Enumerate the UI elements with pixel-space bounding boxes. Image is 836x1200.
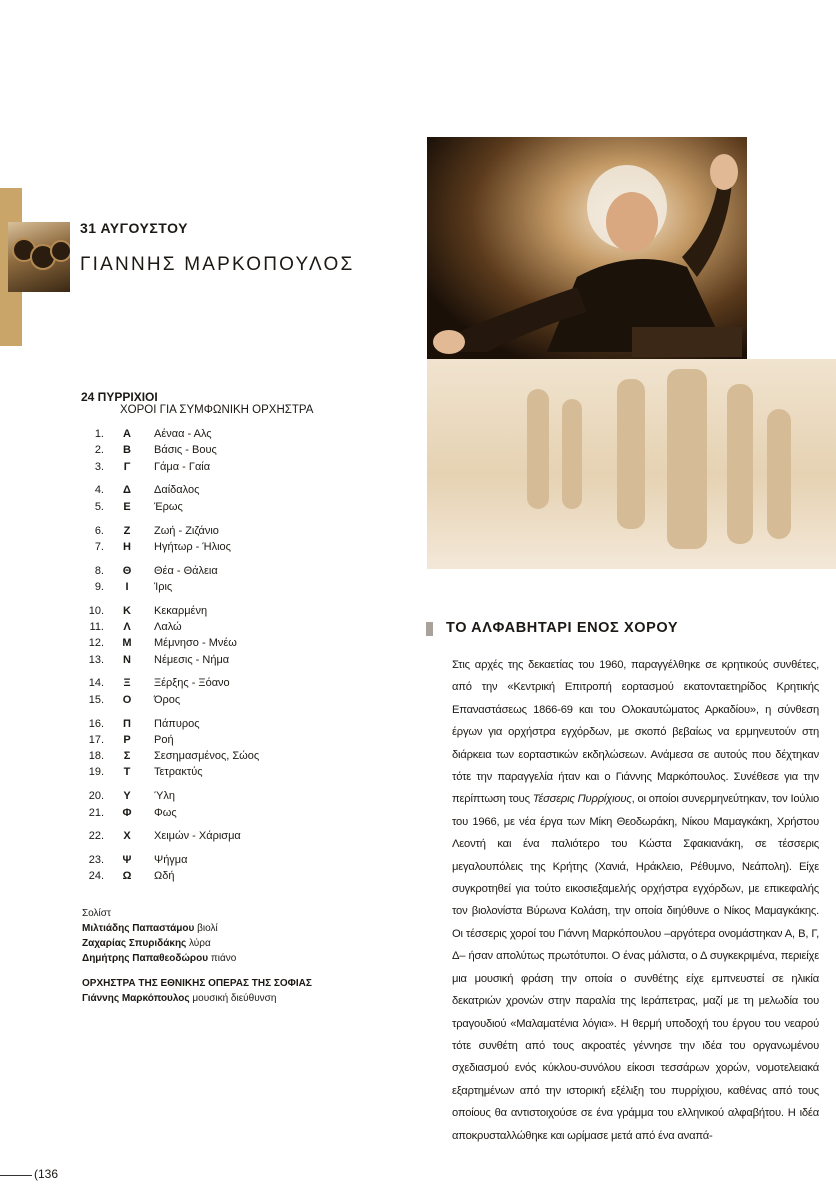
dance-item xyxy=(80,694,380,710)
dance-item xyxy=(80,565,380,581)
dance-name: Ζωή - Ζιζάνιο xyxy=(154,524,219,537)
dance-name: Ηγήτωρ - Ήλιος xyxy=(154,540,231,553)
dance-number: 17. xyxy=(88,733,104,746)
dance-name: Ύλη xyxy=(154,790,176,803)
dance-number: 18. xyxy=(88,750,104,763)
conductor-photo xyxy=(427,137,747,359)
soloist-name: Μιλτιάδης Παπαστάμου xyxy=(82,923,195,934)
conductor-name: Γιάννης Μαρκόπουλος xyxy=(82,993,190,1004)
dance-letter: Μ xyxy=(122,637,132,650)
dance-name: Βάσις - Βους xyxy=(154,444,217,457)
composer-name: ΓΙΑΝΝΗΣ ΜΑΡΚΟΠΟΥΛΟΣ xyxy=(80,254,355,275)
dance-item xyxy=(80,484,380,500)
dance-letter: Ρ xyxy=(123,733,131,746)
conductor-silhouette xyxy=(427,137,747,359)
dance-number: 12. xyxy=(88,637,104,650)
page-number: (136 xyxy=(34,1167,59,1181)
soloist-instrument: πιάνο xyxy=(210,953,237,964)
dance-name: Όρος xyxy=(154,693,181,706)
dance-letter: Γ xyxy=(123,460,131,473)
dance-number: 13. xyxy=(88,653,104,666)
dance-item xyxy=(80,461,380,477)
dance-name: Δαίδαλος xyxy=(154,484,200,497)
dance-number: 21. xyxy=(88,806,104,819)
orchestra-name: ΟΡΧΗΣΤΡΑ ΤΗΣ ΕΘΝΙΚΗΣ ΟΠΕΡΑΣ ΤΗΣ ΣΟΦΙΑΣ xyxy=(82,978,312,989)
dance-name: Νέμεσις - Νήμα xyxy=(154,653,230,666)
dance-item xyxy=(80,807,380,823)
dance-letter: Ε xyxy=(123,500,131,513)
dance-name: Ξέρξης - Ξόανο xyxy=(154,677,230,690)
dance-item xyxy=(80,677,380,693)
dance-name: Κεκαρμένη xyxy=(154,604,208,617)
dance-letter: Ψ xyxy=(122,854,132,867)
dance-letter: Λ xyxy=(123,621,131,633)
dance-name: Φως xyxy=(154,806,177,819)
dance-item xyxy=(80,654,380,670)
dance-item xyxy=(80,718,380,734)
dance-name: Χειμών - Χάρισμα xyxy=(154,830,241,843)
dance-number: 2. xyxy=(94,444,104,457)
soloist-row xyxy=(82,921,312,936)
dancers-photo xyxy=(427,359,836,569)
dance-name: Θέα - Θάλεια xyxy=(154,564,218,577)
dance-item xyxy=(80,501,380,517)
dance-name: Λαλώ xyxy=(154,621,182,633)
dance-name: Γάμα - Γαία xyxy=(154,460,211,473)
dance-number: 11. xyxy=(89,621,104,633)
dance-letter: Σ xyxy=(123,750,131,763)
dance-item xyxy=(80,525,380,541)
dance-item xyxy=(80,581,380,597)
article-body: Στις αρχές της δεκαετίας του 1960, παραγγέλθηκε σε κρητικούς συνθέτες, από την «Κεντρική Επιτροπή εορτασμού εκατονταετηρίδος Κρητικής Επαναστάσεως 1866-69 και του Ολοκαυτώματος Αρκαδίου», η σύνθεση έργων για ορχήστρα εγχόρδων, με σκοπό βεβαίως να ερμηνευτούν στη διάρκεια των εορταστικών εκδηλώσεων. Ανάμεσα σε αυτούς που δέχτηκαν τότε την παραγγελία ήταν και ο Γιάννης Μαρκόπουλος. Συνέθεσε για την περίπτωση τους Τέσσερις Πυρρίχιους, οι οποίοι συνερμηνεύτηκαν, τον Ιούλιο του 1966, με νέα έργα των Μίκη Θεοδωράκη, Νίκου Μαμαγκάκη, Χρήστου Λεοντή και ένα παλιότερο του Κώστα Σφακιανάκη, σε τέσσερις μεγαλουπόλεις της Κρήτης (Χανιά, Ηράκλειο, Ρέθυμνο, Νεάπολη). Είχε συγκροτηθεί για τούτο εικοσιεξαμελής ορχήστρα εγχόρδων, με επικεφαλής τον βιολονίστα Βύρωνα Κολάση, την οποία διηύθυνε ο Νίκος Μαμαγκάκης. Οι τέσσερις χοροί του Γιάννη Μαρκόπουλου –αργότερα ονομάστηκαν Α, Β, Γ, Δ– ήσαν απολύτως πρωτότυποι. Ο ένας μάλιστα, ο Δ συγκεκριμένα, περιείχε μια μουσική φράση την οποία ο συνθέτης είχε εμπνευστεί σε ηλικία δεκατριών χρονών στην παραλία της Ιεράπετρας, μαζί με τη μελωδία του τραγουδιού «Μαλαματένια λόγια». Η θερμή υποδοχή του έργου του νεαρού τότε συνθέτη από τους ακροατές γέννησε την ιδέα του οργανωμένου σχεδιασμού ενός κύκλου-συνόλου είκοσι τεσσάρων χορών, νομοτελειακά εξαρτημένων από την ιστορική εξέλιξη του πυρρίχιου, καθένας από τους οποίους θα αντιστοιχούσε σε ένα γράμμα του ελληνικού αλφαβήτου. Η ιδέα αποκρυσταλλώθηκε και ωρίμασε μετά από ένα αναπά- xyxy=(452,659,819,1142)
dance-name: Ωδή xyxy=(154,870,175,883)
dance-letter: Τ xyxy=(123,766,131,779)
dance-letter: Η xyxy=(123,540,131,553)
dance-letter: Ω xyxy=(122,870,132,883)
dance-letter: Ι xyxy=(125,580,129,593)
dance-item xyxy=(80,750,380,766)
dance-name: Μέμνησο - Μνέω xyxy=(154,637,237,650)
heading-marker xyxy=(426,622,433,636)
dance-number: 15. xyxy=(88,693,104,706)
dance-item xyxy=(80,854,380,870)
dance-name: Ροή xyxy=(154,733,174,746)
dance-name: Ψήγμα xyxy=(154,854,188,867)
soloists-label: Σολίστ xyxy=(82,908,111,919)
soloist-name: Δημήτρης Παπαθεοδώρου xyxy=(82,953,209,964)
dance-number: 5. xyxy=(94,500,104,513)
dance-number: 24. xyxy=(88,870,104,883)
dance-name: Ίρις xyxy=(154,580,173,593)
dance-item xyxy=(80,621,380,637)
concert-date: 31 ΑΥΓΟΥΣΤΟΥ xyxy=(80,220,188,236)
article-heading: ΤΟ ΑΛΦΑΒΗΤΑΡΙ ΕΝΟΣ ΧΟΡΟΥ xyxy=(446,620,679,636)
work-title: 24 ΠΥΡΡΙΧΙΟΙ xyxy=(81,390,158,404)
dance-letter: Δ xyxy=(123,484,131,497)
soloist-instrument: βιολί xyxy=(197,923,218,934)
dance-letter: Θ xyxy=(122,564,132,577)
dance-letter: Β xyxy=(123,444,131,457)
dance-item xyxy=(80,870,380,886)
dance-item xyxy=(80,444,380,460)
performer-credits xyxy=(82,906,312,1006)
dance-item xyxy=(80,605,380,621)
dance-number: 4. xyxy=(94,484,104,497)
dance-letter: Α xyxy=(123,428,131,440)
dance-number: 14. xyxy=(88,677,104,690)
dance-number: 20. xyxy=(88,790,104,803)
dance-number: 10. xyxy=(88,604,104,617)
dance-letter: Υ xyxy=(123,790,131,803)
dance-letter: Κ xyxy=(123,604,131,617)
soloist-row xyxy=(82,936,312,951)
warriors-thumbnail-image xyxy=(8,222,70,292)
dance-number: 22. xyxy=(88,830,104,843)
dance-letter: Ξ xyxy=(123,677,131,690)
dance-letter: Χ xyxy=(123,830,131,843)
dance-item xyxy=(80,734,380,750)
page-number-rule xyxy=(0,1175,32,1176)
dance-number: 6. xyxy=(94,524,104,537)
soloist-name: Ζαχαρίας Σπυριδάκης xyxy=(82,938,187,949)
dance-item xyxy=(80,428,380,444)
soloist-instrument: λύρα xyxy=(189,938,211,949)
dance-name: Έρως xyxy=(154,500,183,513)
dance-letter: Ν xyxy=(123,653,131,666)
dance-number: 16. xyxy=(88,717,104,730)
soloist-row xyxy=(82,951,312,966)
conductor-row xyxy=(82,991,312,1006)
dance-number: 1. xyxy=(94,428,104,440)
dance-number: 9. xyxy=(94,580,104,593)
dance-number: 19. xyxy=(88,766,104,779)
dance-name: Σεσημασμένος, Σώος xyxy=(154,750,260,763)
dance-item xyxy=(80,790,380,806)
dance-name: Τετρακτύς xyxy=(154,766,203,779)
dance-name: Πάπυρος xyxy=(154,717,200,730)
dance-number: 23. xyxy=(88,854,104,867)
dance-letter: Π xyxy=(123,717,131,730)
dance-item xyxy=(80,766,380,782)
dance-item xyxy=(80,541,380,557)
article-italic-title: Τέσσερις Πυρρίχιους xyxy=(532,793,632,806)
dance-list xyxy=(80,428,380,890)
dance-letter: Ζ xyxy=(123,524,131,537)
conductor-role: μουσική διεύθυνση xyxy=(192,993,277,1004)
dance-number: 8. xyxy=(94,564,104,577)
dance-name: Αέναα - Αλς xyxy=(154,428,212,440)
dance-letter: Ο xyxy=(122,693,132,706)
dance-item xyxy=(80,637,380,653)
dance-item xyxy=(80,830,380,846)
dance-letter: Φ xyxy=(122,806,132,819)
dance-number: 3. xyxy=(94,460,104,473)
dance-number: 7. xyxy=(94,540,104,553)
work-subtitle: ΧΟΡΟΙ ΓΙΑ ΣΥΜΦΩΝΙΚΗ ΟΡΧΗΣΤΡΑ xyxy=(120,404,314,416)
